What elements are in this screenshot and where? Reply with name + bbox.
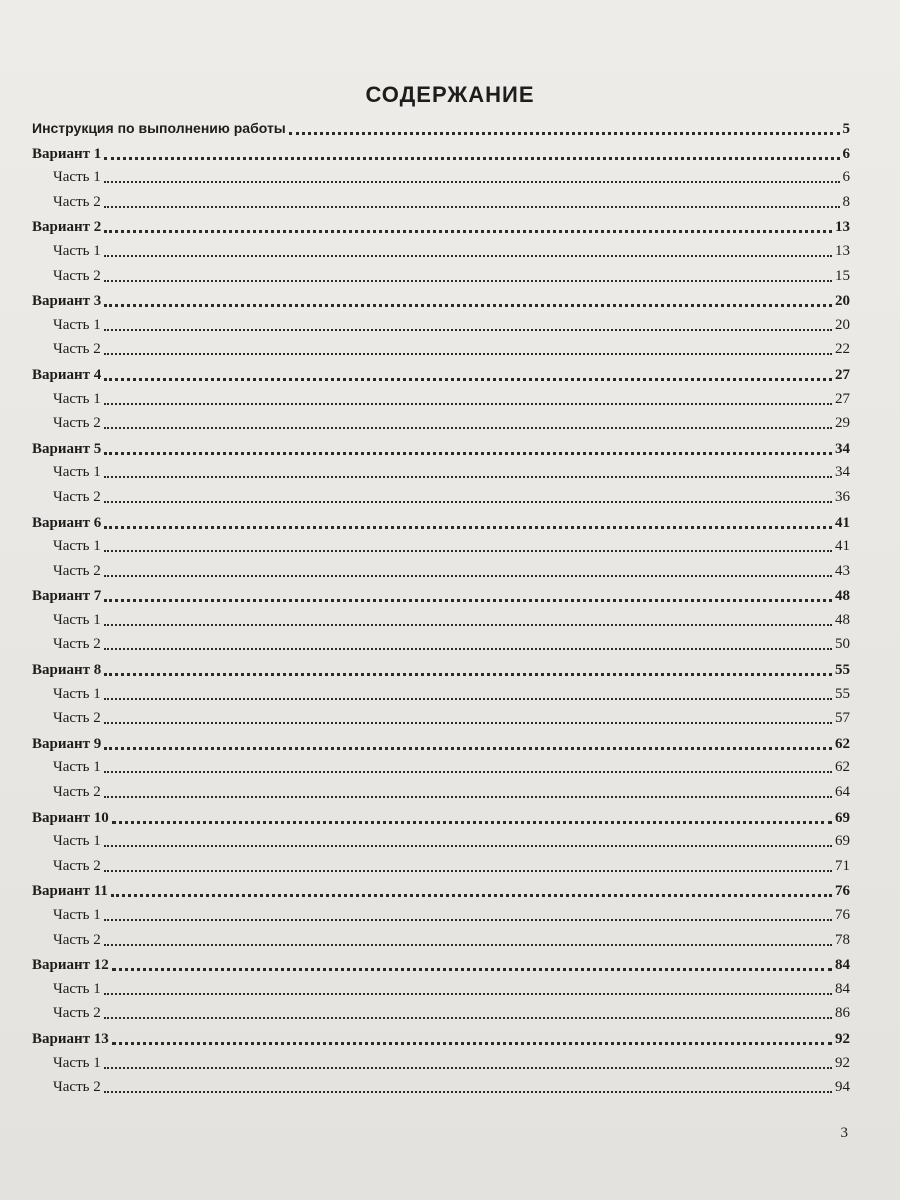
toc-entry-part[interactable]	[32, 631, 850, 656]
dot-leader	[104, 191, 840, 208]
toc-entry-variant[interactable]	[32, 730, 850, 755]
toc-page-number: 48	[835, 588, 850, 605]
page-title: СОДЕРЖАНИЕ	[365, 82, 535, 107]
toc-entry-part[interactable]	[32, 927, 850, 952]
toc-page-number: 55	[835, 662, 850, 679]
dot-leader	[104, 584, 832, 602]
toc-entry-label: Часть 2	[53, 1079, 101, 1096]
toc-entry-label: Часть 2	[53, 341, 101, 358]
toc-entry-variant[interactable]	[32, 951, 850, 976]
dot-leader	[104, 486, 832, 503]
toc-page-number: 48	[835, 611, 850, 628]
toc-page-number: 13	[835, 219, 850, 236]
toc-page-number: 57	[835, 710, 850, 727]
toc-entry-part[interactable]	[32, 558, 850, 583]
dot-leader	[104, 904, 832, 921]
toc-page-number: 5	[842, 121, 850, 137]
toc-entry-label: Вариант 6	[32, 514, 102, 531]
dot-leader	[104, 142, 839, 160]
toc-page-number: 15	[835, 267, 850, 284]
toc-entry-label: Часть 2	[53, 931, 101, 948]
toc-entry-label: Часть 1	[53, 242, 101, 259]
dot-leader	[104, 338, 832, 355]
toc-entry-label: Часть 2	[53, 1005, 101, 1022]
dot-leader	[104, 683, 832, 700]
toc-entry-part[interactable]	[32, 312, 850, 337]
toc-entry-label: Часть 2	[53, 193, 101, 210]
dot-leader	[112, 806, 832, 824]
toc-entry-label: Часть 2	[53, 710, 101, 727]
toc-entry-label: Часть 2	[53, 784, 101, 801]
toc-entry-part[interactable]	[32, 164, 850, 189]
dot-leader	[104, 732, 832, 750]
dot-leader	[104, 363, 832, 381]
toc-entry-label: Часть 2	[53, 857, 101, 874]
toc-entry-label: Инструкция по выполнению работы	[32, 120, 286, 136]
toc-entry-intro[interactable]	[32, 115, 850, 140]
toc-entry-label: Часть 1	[53, 538, 101, 555]
toc-page-number: 55	[835, 685, 850, 702]
dot-leader	[104, 658, 832, 676]
toc-entry-label: Часть 1	[53, 464, 101, 481]
toc-entry-part[interactable]	[32, 459, 850, 484]
toc-page-number: 86	[835, 1005, 850, 1022]
toc-entry-variant[interactable]	[32, 1025, 850, 1050]
toc-page-number: 62	[835, 735, 850, 752]
dot-leader	[104, 289, 832, 307]
toc-entry-label: Вариант 10	[32, 809, 109, 826]
dot-leader	[104, 535, 832, 552]
toc-entry-part[interactable]	[32, 828, 850, 853]
toc-entry-label: Вариант 7	[32, 588, 102, 605]
toc-entry-part[interactable]	[32, 1050, 850, 1075]
toc-entry-label: Часть 1	[53, 1054, 101, 1071]
dot-leader	[104, 1052, 832, 1069]
dot-leader	[104, 240, 832, 257]
toc-entry-part[interactable]	[32, 263, 850, 288]
toc-entry-label: Вариант 13	[32, 1030, 109, 1047]
toc-entry-label: Часть 1	[53, 833, 101, 850]
toc-entry-part[interactable]	[32, 754, 850, 779]
toc-page-number: 94	[835, 1079, 850, 1096]
toc-entry-part[interactable]	[32, 189, 850, 214]
toc-entry-label: Часть 2	[53, 636, 101, 653]
toc-page-number: 22	[835, 341, 850, 358]
toc-entry-variant[interactable]	[32, 877, 850, 902]
toc-page-number: 6	[842, 145, 850, 162]
toc-entry-part[interactable]	[32, 705, 850, 730]
toc-entry-part[interactable]	[32, 681, 850, 706]
toc-page-number: 69	[835, 833, 850, 850]
toc-page-number: 84	[835, 957, 850, 974]
toc-page-number: 76	[835, 883, 850, 900]
toc-page-number: 84	[835, 980, 850, 997]
toc-page-number: 76	[835, 907, 850, 923]
toc-page-number: 13	[835, 242, 850, 259]
toc-page-number: 29	[835, 415, 850, 432]
toc-entry-variant[interactable]	[32, 213, 850, 238]
toc-page-number: 8	[842, 193, 850, 210]
dot-leader	[104, 1002, 832, 1019]
dot-leader	[104, 314, 832, 331]
toc-page-number: 6	[842, 169, 850, 186]
toc-entry-variant[interactable]	[32, 361, 850, 386]
toc-entry-label: Часть 2	[53, 415, 101, 432]
toc-page-number: 64	[835, 784, 850, 801]
toc-entry-part[interactable]	[32, 779, 850, 804]
dot-leader	[104, 1076, 832, 1093]
toc-page-number: 27	[835, 366, 850, 383]
toc-entry-variant[interactable]	[32, 656, 850, 681]
toc-entry-label: Часть 1	[53, 169, 101, 186]
toc-entry-part[interactable]	[32, 410, 850, 435]
toc-entry-label: Вариант 12	[32, 957, 109, 974]
toc-page-number: 71	[835, 857, 850, 874]
toc-entry-label: Вариант 5	[32, 440, 102, 457]
toc-entry-label: Вариант 8	[32, 662, 102, 679]
toc-entry-variant[interactable]	[32, 509, 850, 534]
dot-leader	[111, 879, 832, 897]
toc-entry-variant[interactable]	[32, 582, 850, 607]
toc-page-number: 69	[835, 809, 850, 826]
dot-leader	[104, 781, 832, 798]
toc-entry-label: Вариант 9	[32, 735, 102, 752]
page-number: 3	[840, 1125, 848, 1141]
dot-leader	[112, 953, 832, 971]
toc-entry-label: Вариант 3	[32, 293, 102, 310]
toc-entry-part[interactable]	[32, 533, 850, 558]
toc-entry-label: Часть 1	[53, 759, 101, 776]
toc-page-number: 34	[835, 440, 850, 457]
toc-page-number: 43	[835, 562, 850, 579]
toc-entry-part[interactable]	[32, 902, 850, 927]
toc-page-number: 36	[835, 488, 850, 505]
dot-leader	[104, 437, 832, 455]
toc-page-number: 50	[835, 636, 850, 653]
toc-page-number: 78	[835, 931, 850, 948]
toc-page-number: 41	[835, 514, 850, 531]
dot-leader	[104, 609, 832, 626]
toc-entry-label: Вариант 1	[32, 145, 102, 162]
dot-leader	[112, 1027, 832, 1045]
toc-entry-part[interactable]	[32, 238, 850, 263]
dot-leader	[104, 830, 832, 847]
toc-entry-label: Часть 1	[53, 907, 101, 923]
dot-leader	[104, 855, 832, 872]
toc-page-number: 34	[835, 464, 850, 481]
toc-page-number: 62	[835, 759, 850, 776]
toc-entry-part[interactable]	[32, 1074, 850, 1099]
toc-page-number: 20	[835, 316, 850, 333]
table-of-contents	[32, 115, 850, 1099]
toc-entry-part[interactable]	[32, 976, 850, 1001]
toc-entry-part[interactable]	[32, 607, 850, 632]
dot-leader	[104, 412, 832, 429]
dot-leader	[104, 166, 840, 183]
toc-entry-label: Часть 1	[53, 316, 101, 333]
dot-leader	[104, 461, 832, 478]
toc-page-number: 41	[835, 538, 850, 555]
toc-entry-part[interactable]	[32, 336, 850, 361]
dot-leader	[104, 265, 832, 282]
toc-entry-label: Вариант 2	[32, 219, 102, 236]
toc-page-number: 27	[835, 390, 850, 407]
toc-entry-label: Часть 1	[53, 390, 101, 407]
dot-leader	[104, 633, 832, 650]
toc-entry-label: Вариант 11	[32, 883, 108, 900]
dot-leader	[104, 707, 832, 724]
toc-page-number: 20	[835, 293, 850, 310]
toc-entry-label: Часть 1	[53, 685, 101, 702]
dot-leader	[104, 511, 832, 529]
toc-entry-variant[interactable]	[32, 140, 850, 165]
dot-leader	[104, 756, 832, 773]
toc-entry-label: Часть 2	[53, 488, 101, 505]
toc-entry-label: Часть 2	[53, 267, 101, 284]
dot-leader	[104, 215, 832, 233]
toc-page-number: 92	[835, 1030, 850, 1047]
toc-entry-variant[interactable]	[32, 287, 850, 312]
dot-leader	[289, 117, 840, 135]
toc-entry-part[interactable]	[32, 484, 850, 509]
toc-entry-label: Часть 1	[53, 611, 101, 628]
toc-entry-variant[interactable]	[32, 804, 850, 829]
toc-entry-part[interactable]	[32, 1000, 850, 1025]
toc-page-number: 92	[835, 1054, 850, 1071]
toc-entry-part[interactable]	[32, 386, 850, 411]
dot-leader	[104, 929, 832, 946]
toc-entry-label: Вариант 4	[32, 366, 102, 383]
dot-leader	[104, 388, 832, 405]
toc-entry-variant[interactable]	[32, 435, 850, 460]
dot-leader	[104, 560, 832, 577]
toc-entry-label: Часть 1	[53, 980, 101, 997]
toc-entry-part[interactable]	[32, 853, 850, 878]
dot-leader	[104, 978, 832, 995]
toc-entry-label: Часть 2	[53, 562, 101, 579]
